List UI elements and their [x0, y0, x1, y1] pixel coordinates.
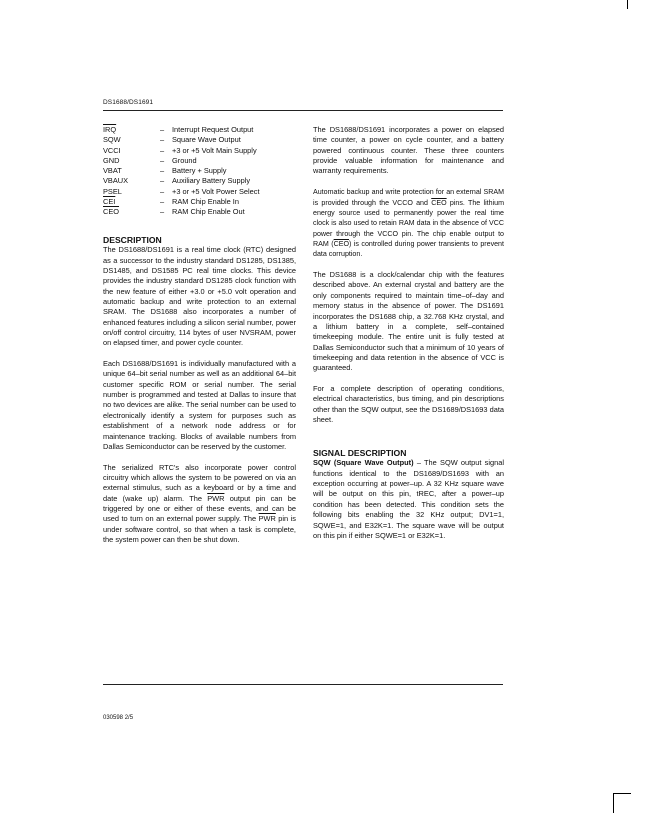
- pin-dash: –: [160, 197, 165, 207]
- description-paragraph-1: The DS1688/DS1691 is a real time clock (RTC) designed as a successor to the industry standard DS1285, DS1385, DS1485, and DS1585 PC real time clocks. This device provides the industry standard DS1285 clock function with the new feature of either +3.0 or +5.0 volt operation and automatic backup and write protection to an external SRAM. The DS1688 also incorporates a number of enhanced features including a silicon serial number, power on/off control circuitry, 114 bytes of user NVSRAM, power on elapsed timer, and power cycle counter.: [103, 245, 296, 348]
- ceo-signal: $\overline{CEO}$: [333, 239, 349, 248]
- trec-signal: tREC: [416, 489, 435, 499]
- pin-dash: –: [160, 166, 165, 176]
- pin-row: [103, 135, 296, 145]
- page-header: DS1688/DS1691: [103, 99, 154, 106]
- pin-description: Battery + Supply: [172, 166, 227, 176]
- pin-description: +3 or +5 Volt Power Select: [172, 186, 260, 196]
- ceo-signal: $\overline{CEO}$: [431, 198, 447, 207]
- right-paragraph-4: For a complete description of operating conditions, electrical characteristics, bus timing, and pin descriptions other than the SQW output, see the DS1689/DS1693 data sheet.: [313, 384, 504, 425]
- right-paragraph-3: The DS1688 is a clock/calendar chip with the features described above. An external crystal and battery are the only components required to maintain time–of–day and memory status in the absence of power. The DS1691 incorporates the DS1688 chip, a 32.768 KHz crystal, and a lithium battery in a complete, self–contained timekeeping module. The entire unit is fully tested at Dallas Semiconductor such that a minimum of 10 years of timekeeping and data retention in the absence of VCC is guaranteed.: [313, 270, 504, 373]
- description-paragraph-3: The serialized RTC's also incorporate power control circuitry which allows the system to be powered on via an external stimulus, such as a keyboard or by a time and date (wake up) alarm. The $\overline{PWR}$ output pin can be triggered by one or either of these events, and can be used to turn on an external power supply. The $\overline{PWR}$ pin is under software control, so that when a task is complete, the system power can then be shut down.: [103, 462, 296, 545]
- pin-dash: –: [160, 135, 165, 145]
- description-paragraph-2: Each DS1688/DS1691 is individually manufactured with a unique 64–bit serial number as well as an additional 64–bit customer specific ROM or serial number. The serial number is programmed and tested at Dallas to insure that no two devices are alike. The serial number can be used to electronically identify a system for purposes such as establishment of a network node address or for maintenance tracking. Blocks of available numbers from Dallas Semiconductor can be reserved by the customer.: [103, 359, 296, 451]
- pin-dash: –: [160, 125, 165, 134]
- footer-rule: [103, 684, 503, 685]
- vcco-signal: VCCO: [392, 198, 413, 207]
- pin-list: [103, 125, 296, 218]
- pin-description: +3 or +5 Volt Main Supply: [172, 145, 257, 155]
- vcc-signal: VCC: [480, 352, 496, 362]
- pin-dash: –: [160, 145, 165, 155]
- crop-mark-bottom-right-h: [613, 793, 631, 794]
- pin-dash: –: [160, 186, 165, 196]
- left-column: [103, 125, 296, 556]
- pin-description: RAM Chip Enable In: [172, 197, 239, 207]
- crop-mark-bottom-right-v: [613, 793, 614, 813]
- pin-name: VBAUX: [103, 176, 129, 186]
- pin-row: [103, 176, 296, 186]
- pin-name: GND: [103, 155, 120, 165]
- right-paragraph-2: Automatic backup and write protection for an external SRAM is provided through the VCCO and $\overline{CEO}$ pins. The lithium energy source used to permanently power the real time clock is also used to retain RAM data in the absence of VCC power through the VCCO pin. The chip enable output to RAM $(\overline{CEO})$ is controlled during power transients to prevent data corruption.: [313, 188, 505, 259]
- pin-name: VCCI: [103, 145, 121, 155]
- pin-row: [103, 166, 296, 176]
- pin-description: Interrupt Request Output: [172, 125, 254, 134]
- pin-description: Ground: [172, 155, 197, 165]
- pin-description: Square Wave Output: [172, 135, 241, 145]
- page-footer: 030598 2/5: [103, 715, 134, 721]
- sqw-lead: SQW (Square Wave Output): [313, 458, 414, 468]
- pin-description: Auxiliary Battery Supply: [172, 176, 251, 186]
- pin-name: $\overline{CEO}$: [103, 207, 120, 217]
- pin-name: VBAT: [103, 166, 122, 176]
- pin-name: SQW: [103, 135, 121, 145]
- header-rule: [103, 110, 503, 111]
- pin-row: [103, 207, 296, 217]
- signal-description-heading: SIGNAL DESCRIPTION: [313, 447, 407, 458]
- description-heading: DESCRIPTION: [103, 234, 162, 245]
- right-column: [313, 125, 504, 552]
- pin-row: [103, 156, 296, 166]
- pin-row: [103, 197, 296, 207]
- pwr-signal: $\overline{PWR}$: [207, 493, 225, 503]
- sqw-paragraph: SQW (Square Wave Output) – The SQW output signal functions identical to the DS1689/DS1693 with an exception occurring at power–up. A 32 KHz square wave will be output on this pin, tREC, after a power–up condition has been detected. This condition sets the following bits enabling the 32 KHz output; DV1=1, SQWE=1, and E32K=1. The square wave will be output on this pin if either SQWE=1 or E32K=1.: [313, 458, 504, 540]
- pin-dash: –: [160, 207, 165, 217]
- pin-row: [103, 187, 296, 197]
- pin-row: [103, 125, 296, 135]
- crop-mark-top-right: [627, 0, 628, 9]
- right-paragraph-1: The DS1688/DS1691 incorporates a power on elapsed time counter, a power on cycle counter, and a battery powered continuous counter. These three counters provide valuable information for maintenance and warranty requirements.: [313, 125, 504, 176]
- pin-name: PSEL: [103, 186, 122, 196]
- vcco-signal: VCCO: [377, 229, 398, 238]
- pin-dash: –: [160, 176, 165, 186]
- pin-name: $\overline{CEI}$: [103, 197, 116, 207]
- pwr-signal: $\overline{PWR}$: [258, 514, 276, 524]
- pin-description: RAM Chip Enable Out: [172, 207, 245, 217]
- vcc-signal: VCC: [489, 219, 504, 228]
- pin-row: [103, 146, 296, 156]
- pin-dash: –: [160, 155, 165, 165]
- pin-name: $\overline{IRQ}$: [103, 125, 117, 134]
